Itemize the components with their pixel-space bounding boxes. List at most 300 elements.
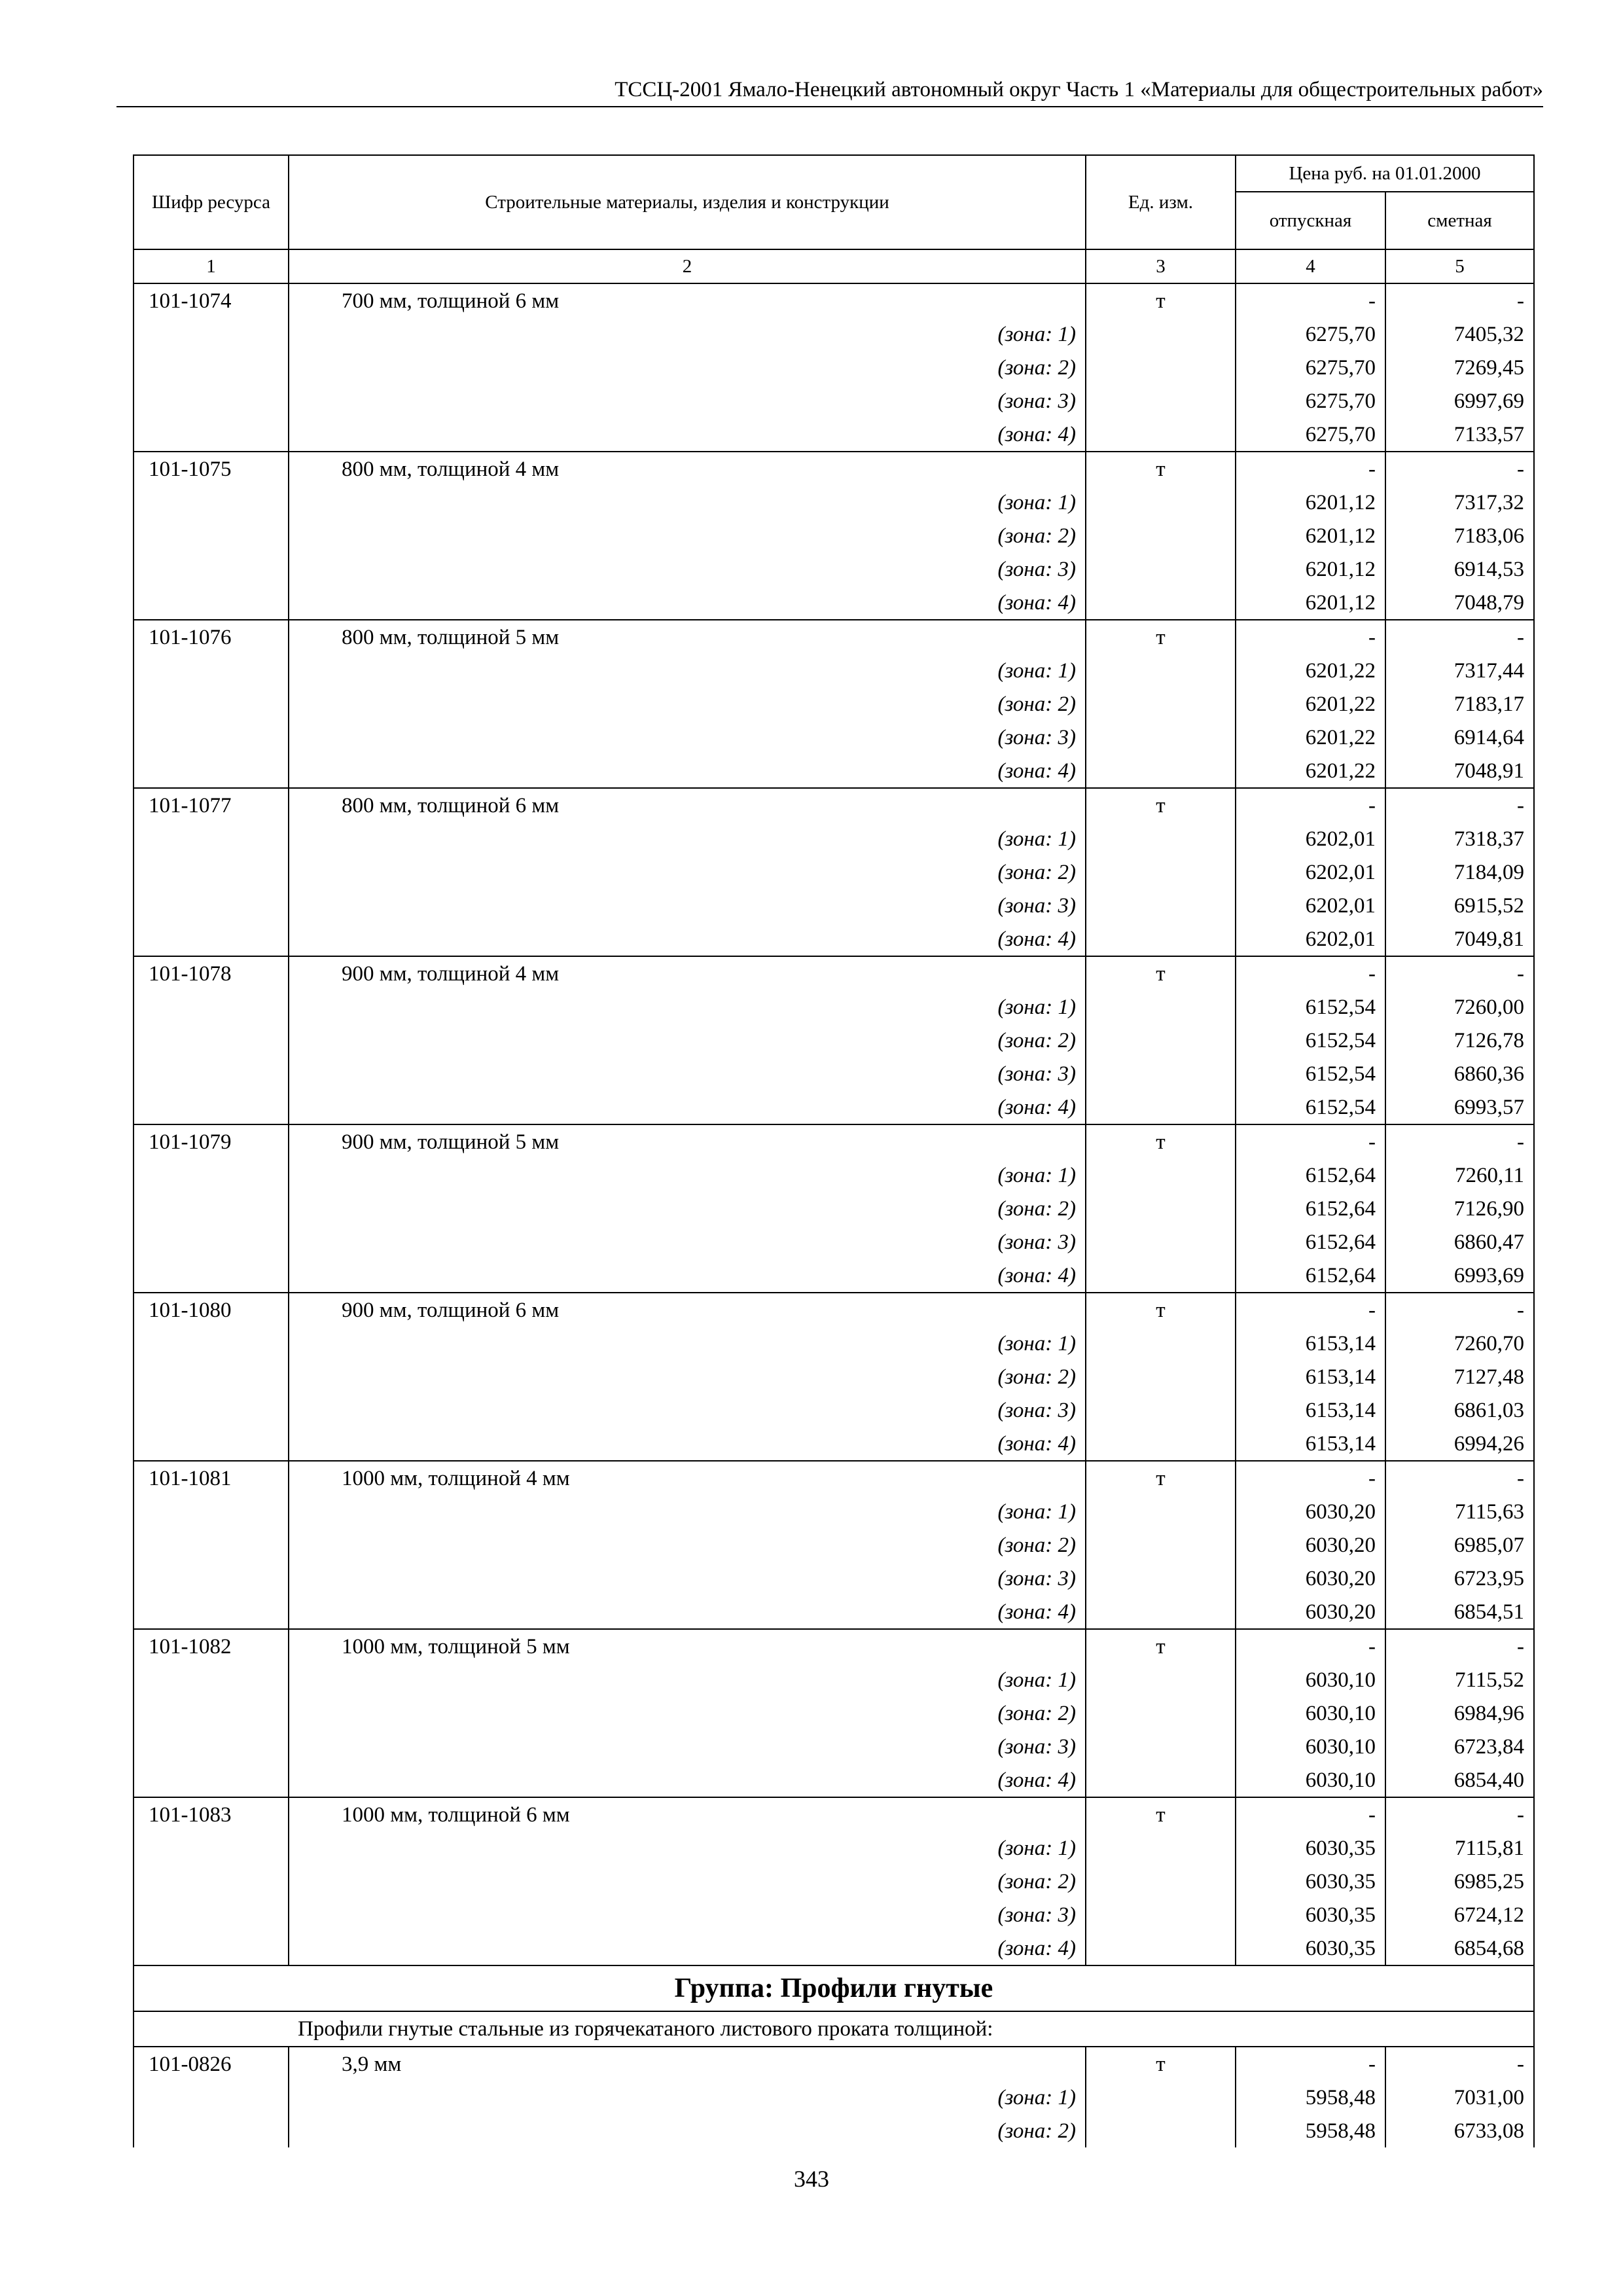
- material-name: 1000 мм, толщиной 4 мм: [289, 1461, 1086, 1495]
- release-price: 6152,64: [1236, 1259, 1385, 1293]
- release-price: 6202,01: [1236, 889, 1385, 922]
- resource-code: 101-1081: [134, 1461, 289, 1495]
- release-price: 6202,01: [1236, 922, 1385, 956]
- zone-row: [134, 384, 1534, 418]
- estimate-price: 7048,79: [1385, 586, 1534, 620]
- estimate-price: 7318,37: [1385, 822, 1534, 855]
- empty-cell: [1086, 351, 1236, 384]
- empty-cell: [1086, 1057, 1236, 1090]
- zone-row: [134, 754, 1534, 788]
- empty-cell: [1086, 1225, 1236, 1259]
- release-price: -: [1236, 788, 1385, 822]
- column-number: 2: [289, 249, 1086, 283]
- zone-row: [134, 654, 1534, 687]
- release-price: 6201,12: [1236, 586, 1385, 620]
- empty-cell: [1086, 654, 1236, 687]
- release-price: 6030,10: [1236, 1730, 1385, 1763]
- empty-cell: [1086, 1528, 1236, 1562]
- empty-cell: [134, 384, 289, 418]
- group-description-row: [134, 2011, 1534, 2047]
- release-price: 6030,35: [1236, 1831, 1385, 1865]
- zone-label: (зона: 4): [289, 1427, 1086, 1461]
- unit: т: [1086, 1124, 1236, 1158]
- empty-cell: [134, 2114, 289, 2147]
- estimate-price: 6915,52: [1385, 889, 1534, 922]
- material-name: 1000 мм, толщиной 5 мм: [289, 1629, 1086, 1663]
- release-price: 6202,01: [1236, 822, 1385, 855]
- zone-label: (зона: 1): [289, 1663, 1086, 1696]
- empty-cell: [134, 418, 289, 452]
- zone-label: (зона: 1): [289, 822, 1086, 855]
- resource-code: 101-0826: [134, 2047, 289, 2081]
- estimate-price: -: [1385, 1293, 1534, 1327]
- empty-cell: [134, 822, 289, 855]
- estimate-price: -: [1385, 2047, 1534, 2081]
- release-price: 6030,20: [1236, 1495, 1385, 1528]
- zone-label: (зона: 1): [289, 990, 1086, 1024]
- empty-cell: [134, 1865, 289, 1898]
- empty-cell: [1086, 1730, 1236, 1763]
- zone-row: [134, 721, 1534, 754]
- release-price: 6152,64: [1236, 1225, 1385, 1259]
- empty-cell: [134, 922, 289, 956]
- zone-label: (зона: 1): [289, 1495, 1086, 1528]
- zone-label: (зона: 4): [289, 586, 1086, 620]
- zone-label: (зона: 1): [289, 317, 1086, 351]
- empty-cell: [134, 1427, 289, 1461]
- zone-row: [134, 351, 1534, 384]
- zone-label: (зона: 4): [289, 1090, 1086, 1124]
- zone-label: (зона: 2): [289, 2114, 1086, 2147]
- estimate-price: -: [1385, 1797, 1534, 1831]
- empty-cell: [134, 1696, 289, 1730]
- estimate-price: 6723,95: [1385, 1562, 1534, 1595]
- release-price: -: [1236, 283, 1385, 317]
- release-price: 6201,22: [1236, 687, 1385, 721]
- release-price: 6201,22: [1236, 721, 1385, 754]
- release-price: 6201,22: [1236, 754, 1385, 788]
- empty-cell: [134, 889, 289, 922]
- empty-cell: [134, 855, 289, 889]
- zone-row: [134, 922, 1534, 956]
- zone-label: (зона: 3): [289, 552, 1086, 586]
- zone-label: (зона: 4): [289, 922, 1086, 956]
- empty-cell: [1086, 486, 1236, 519]
- empty-cell: [134, 2081, 289, 2114]
- release-price: -: [1236, 1293, 1385, 1327]
- resource-code: 101-1082: [134, 1629, 289, 1663]
- zone-row: [134, 418, 1534, 452]
- release-price: -: [1236, 1124, 1385, 1158]
- estimate-price: -: [1385, 788, 1534, 822]
- empty-cell: [134, 1393, 289, 1427]
- release-price: 6275,70: [1236, 317, 1385, 351]
- release-price: -: [1236, 956, 1385, 990]
- zone-label: (зона: 3): [289, 1562, 1086, 1595]
- release-price: 6030,20: [1236, 1528, 1385, 1562]
- zone-label: (зона: 4): [289, 418, 1086, 452]
- release-price: 6153,14: [1236, 1427, 1385, 1461]
- zone-label: (зона: 4): [289, 1595, 1086, 1629]
- release-price: -: [1236, 620, 1385, 654]
- zone-row: [134, 1158, 1534, 1192]
- empty-cell: [134, 1730, 289, 1763]
- release-price: -: [1236, 452, 1385, 486]
- empty-cell: [134, 1192, 289, 1225]
- empty-cell: [1086, 2114, 1236, 2147]
- material-name: 3,9 мм: [289, 2047, 1086, 2081]
- estimate-price: 7183,06: [1385, 519, 1534, 552]
- empty-cell: [1086, 384, 1236, 418]
- zone-label: (зона: 2): [289, 1360, 1086, 1393]
- col-header-unit: Ед. изм.: [1086, 155, 1236, 249]
- empty-cell: [1086, 1595, 1236, 1629]
- table-row: [134, 1124, 1534, 1158]
- estimate-price: 6994,26: [1385, 1427, 1534, 1461]
- estimate-price: 6985,25: [1385, 1865, 1534, 1898]
- zone-row: [134, 855, 1534, 889]
- zone-row: [134, 687, 1534, 721]
- estimate-price: 7115,81: [1385, 1831, 1534, 1865]
- release-price: 6153,14: [1236, 1360, 1385, 1393]
- zone-label: (зона: 2): [289, 1192, 1086, 1225]
- empty-cell: [1086, 2081, 1236, 2114]
- empty-cell: [134, 1259, 289, 1293]
- zone-row: [134, 1090, 1534, 1124]
- release-price: 6275,70: [1236, 384, 1385, 418]
- estimate-price: 6854,40: [1385, 1763, 1534, 1797]
- material-name: 800 мм, толщиной 4 мм: [289, 452, 1086, 486]
- estimate-price: 6861,03: [1385, 1393, 1534, 1427]
- table-row: [134, 1629, 1534, 1663]
- estimate-price: 7269,45: [1385, 351, 1534, 384]
- estimate-price: -: [1385, 1629, 1534, 1663]
- empty-cell: [1086, 1192, 1236, 1225]
- unit: т: [1086, 956, 1236, 990]
- table-row: [134, 956, 1534, 990]
- unit: т: [1086, 1461, 1236, 1495]
- estimate-price: 7049,81: [1385, 922, 1534, 956]
- column-number: 3: [1086, 249, 1236, 283]
- empty-cell: [134, 1495, 289, 1528]
- empty-cell: [1086, 1259, 1236, 1293]
- estimate-price: -: [1385, 452, 1534, 486]
- col-header-price: Цена руб. на 01.01.2000: [1236, 155, 1534, 192]
- estimate-price: 6993,57: [1385, 1090, 1534, 1124]
- table-row: [134, 620, 1534, 654]
- empty-cell: [134, 586, 289, 620]
- release-price: 6030,35: [1236, 1931, 1385, 1965]
- empty-cell: [1086, 1898, 1236, 1931]
- zone-row: [134, 1831, 1534, 1865]
- zone-label: (зона: 3): [289, 1057, 1086, 1090]
- zone-row: [134, 1696, 1534, 1730]
- unit: т: [1086, 2047, 1236, 2081]
- release-price: 6152,64: [1236, 1192, 1385, 1225]
- release-price: 6030,10: [1236, 1663, 1385, 1696]
- estimate-price: -: [1385, 1124, 1534, 1158]
- empty-cell: [134, 519, 289, 552]
- estimate-price: 7183,17: [1385, 687, 1534, 721]
- page-number: 343: [794, 2166, 829, 2192]
- table-row: [134, 2047, 1534, 2081]
- estimate-price: -: [1385, 283, 1534, 317]
- table-body: [134, 283, 1534, 1965]
- estimate-price: 6723,84: [1385, 1730, 1534, 1763]
- empty-cell: [1086, 1393, 1236, 1427]
- zone-row: [134, 1225, 1534, 1259]
- empty-cell: [134, 552, 289, 586]
- zone-label: (зона: 1): [289, 654, 1086, 687]
- empty-cell: [134, 1931, 289, 1965]
- empty-cell: [1086, 687, 1236, 721]
- zone-row: [134, 2081, 1534, 2114]
- zone-label: (зона: 2): [289, 351, 1086, 384]
- empty-cell: [134, 1528, 289, 1562]
- zone-label: (зона: 4): [289, 1763, 1086, 1797]
- zone-row: [134, 1562, 1534, 1595]
- zone-label: (зона: 2): [289, 1024, 1086, 1057]
- empty-cell: [1086, 855, 1236, 889]
- empty-cell: [1086, 1024, 1236, 1057]
- material-name: 900 мм, толщиной 4 мм: [289, 956, 1086, 990]
- zone-label: (зона: 4): [289, 754, 1086, 788]
- resource-code: 101-1077: [134, 788, 289, 822]
- estimate-price: 6985,07: [1385, 1528, 1534, 1562]
- empty-cell: [134, 1763, 289, 1797]
- empty-cell: [1086, 1931, 1236, 1965]
- empty-cell: [1086, 1090, 1236, 1124]
- release-price: -: [1236, 2047, 1385, 2081]
- empty-cell: [134, 990, 289, 1024]
- estimate-price: -: [1385, 620, 1534, 654]
- estimate-price: 7260,70: [1385, 1327, 1534, 1360]
- empty-cell: [1086, 990, 1236, 1024]
- group-section: [134, 1965, 1534, 2047]
- unit: т: [1086, 283, 1236, 317]
- empty-cell: [1086, 1663, 1236, 1696]
- empty-cell: [134, 486, 289, 519]
- empty-cell: [1086, 1865, 1236, 1898]
- empty-cell: [1086, 1562, 1236, 1595]
- empty-cell: [1086, 922, 1236, 956]
- empty-cell: [134, 687, 289, 721]
- material-name: 900 мм, толщиной 5 мм: [289, 1124, 1086, 1158]
- estimate-price: 6733,08: [1385, 2114, 1534, 2147]
- release-price: 6153,14: [1236, 1327, 1385, 1360]
- estimate-price: 7048,91: [1385, 754, 1534, 788]
- estimate-price: 7115,63: [1385, 1495, 1534, 1528]
- release-price: 6201,12: [1236, 552, 1385, 586]
- release-price: 6152,54: [1236, 1090, 1385, 1124]
- release-price: 6201,12: [1236, 486, 1385, 519]
- group-title: Группа: Профили гнутые: [134, 1965, 1534, 2011]
- zone-row: [134, 1192, 1534, 1225]
- price-table: [133, 154, 1535, 2147]
- estimate-price: -: [1385, 1461, 1534, 1495]
- empty-cell: [1086, 317, 1236, 351]
- empty-cell: [134, 1024, 289, 1057]
- release-price: 6152,64: [1236, 1158, 1385, 1192]
- release-price: 5958,48: [1236, 2081, 1385, 2114]
- zone-row: [134, 1763, 1534, 1797]
- estimate-price: 7405,32: [1385, 317, 1534, 351]
- zone-label: (зона: 2): [289, 519, 1086, 552]
- empty-cell: [134, 1327, 289, 1360]
- empty-cell: [1086, 822, 1236, 855]
- zone-row: [134, 519, 1534, 552]
- empty-cell: [1086, 1427, 1236, 1461]
- estimate-price: 6984,96: [1385, 1696, 1534, 1730]
- unit: т: [1086, 1293, 1236, 1327]
- estimate-price: 7115,52: [1385, 1663, 1534, 1696]
- zone-label: (зона: 1): [289, 2081, 1086, 2114]
- empty-cell: [134, 1663, 289, 1696]
- empty-cell: [134, 1898, 289, 1931]
- release-price: 6152,54: [1236, 1057, 1385, 1090]
- empty-cell: [134, 1595, 289, 1629]
- zone-row: [134, 552, 1534, 586]
- release-price: 5958,48: [1236, 2114, 1385, 2147]
- release-price: 6030,10: [1236, 1696, 1385, 1730]
- release-price: -: [1236, 1797, 1385, 1831]
- unit: т: [1086, 452, 1236, 486]
- column-number: 5: [1385, 249, 1534, 283]
- release-price: -: [1236, 1461, 1385, 1495]
- zone-row: [134, 1393, 1534, 1427]
- empty-cell: [1086, 1495, 1236, 1528]
- zone-label: (зона: 1): [289, 1831, 1086, 1865]
- empty-cell: [134, 1090, 289, 1124]
- column-number: 1: [134, 249, 289, 283]
- empty-cell: [134, 1360, 289, 1393]
- empty-cell: [1086, 1831, 1236, 1865]
- empty-cell: [134, 1158, 289, 1192]
- empty-cell: [134, 754, 289, 788]
- col-header-release: отпускная: [1236, 192, 1385, 249]
- material-name: 800 мм, толщиной 6 мм: [289, 788, 1086, 822]
- estimate-price: 6860,47: [1385, 1225, 1534, 1259]
- zone-label: (зона: 2): [289, 687, 1086, 721]
- release-price: 6201,22: [1236, 654, 1385, 687]
- col-header-estimate: сметная: [1385, 192, 1534, 249]
- estimate-price: 6854,68: [1385, 1931, 1534, 1965]
- release-price: 6275,70: [1236, 351, 1385, 384]
- table-row: [134, 1797, 1534, 1831]
- empty-cell: [1086, 754, 1236, 788]
- zone-label: (зона: 3): [289, 384, 1086, 418]
- zone-label: (зона: 1): [289, 1158, 1086, 1192]
- zone-row: [134, 1360, 1534, 1393]
- resource-code: 101-1083: [134, 1797, 289, 1831]
- release-price: 6201,12: [1236, 519, 1385, 552]
- release-price: -: [1236, 1629, 1385, 1663]
- zone-row: [134, 889, 1534, 922]
- empty-cell: [1086, 519, 1236, 552]
- release-price: 6275,70: [1236, 418, 1385, 452]
- unit: т: [1086, 1797, 1236, 1831]
- unit: т: [1086, 788, 1236, 822]
- estimate-price: 7127,48: [1385, 1360, 1534, 1393]
- zone-row: [134, 1528, 1534, 1562]
- column-number: 4: [1236, 249, 1385, 283]
- material-name: 800 мм, толщиной 5 мм: [289, 620, 1086, 654]
- zone-label: (зона: 3): [289, 889, 1086, 922]
- empty-cell: [1086, 1327, 1236, 1360]
- resource-code: 101-1079: [134, 1124, 289, 1158]
- estimate-price: 6993,69: [1385, 1259, 1534, 1293]
- empty-cell: [1086, 1696, 1236, 1730]
- zone-label: (зона: 2): [289, 1528, 1086, 1562]
- empty-cell: [1086, 552, 1236, 586]
- zone-row: [134, 1865, 1534, 1898]
- release-price: 6030,35: [1236, 1898, 1385, 1931]
- estimate-price: -: [1385, 956, 1534, 990]
- group-row: [134, 1965, 1534, 2011]
- resource-code: 101-1078: [134, 956, 289, 990]
- zone-row: [134, 1931, 1534, 1965]
- empty-cell: [1086, 586, 1236, 620]
- group-description: Профили гнутые стальные из горячекатаного листового проката толщиной:: [134, 2011, 1534, 2047]
- estimate-price: 7126,90: [1385, 1192, 1534, 1225]
- zone-label: (зона: 3): [289, 1730, 1086, 1763]
- zone-row: [134, 1495, 1534, 1528]
- zone-row: [134, 586, 1534, 620]
- zone-row: [134, 990, 1534, 1024]
- page-header: [116, 73, 1543, 107]
- empty-cell: [134, 1562, 289, 1595]
- zone-row: [134, 1730, 1534, 1763]
- release-price: 6030,20: [1236, 1595, 1385, 1629]
- zone-label: (зона: 3): [289, 721, 1086, 754]
- empty-cell: [1086, 418, 1236, 452]
- zone-label: (зона: 2): [289, 1865, 1086, 1898]
- estimate-price: 6860,36: [1385, 1057, 1534, 1090]
- empty-cell: [1086, 1158, 1236, 1192]
- zone-row: [134, 822, 1534, 855]
- estimate-price: 7031,00: [1385, 2081, 1534, 2114]
- zone-row: [134, 2114, 1534, 2147]
- empty-cell: [134, 1057, 289, 1090]
- zone-row: [134, 1663, 1534, 1696]
- zone-label: (зона: 2): [289, 1696, 1086, 1730]
- resource-code: 101-1080: [134, 1293, 289, 1327]
- zone-row: [134, 1259, 1534, 1293]
- release-price: 6030,35: [1236, 1865, 1385, 1898]
- group-body: [134, 2047, 1534, 2147]
- release-price: 6030,10: [1236, 1763, 1385, 1797]
- table-row: [134, 283, 1534, 317]
- unit: т: [1086, 1629, 1236, 1663]
- resource-code: 101-1075: [134, 452, 289, 486]
- empty-cell: [134, 1225, 289, 1259]
- zone-row: [134, 486, 1534, 519]
- table-row: [134, 788, 1534, 822]
- zone-row: [134, 1024, 1534, 1057]
- zone-row: [134, 1595, 1534, 1629]
- material-name: 700 мм, толщиной 6 мм: [289, 283, 1086, 317]
- zone-row: [134, 317, 1534, 351]
- column-numbers-row: [134, 249, 1534, 283]
- zone-label: (зона: 1): [289, 1327, 1086, 1360]
- estimate-price: 7317,44: [1385, 654, 1534, 687]
- estimate-price: 6997,69: [1385, 384, 1534, 418]
- zone-label: (зона: 3): [289, 1393, 1086, 1427]
- release-price: 6202,01: [1236, 855, 1385, 889]
- resource-code: 101-1074: [134, 283, 289, 317]
- estimate-price: 6914,64: [1385, 721, 1534, 754]
- empty-cell: [134, 721, 289, 754]
